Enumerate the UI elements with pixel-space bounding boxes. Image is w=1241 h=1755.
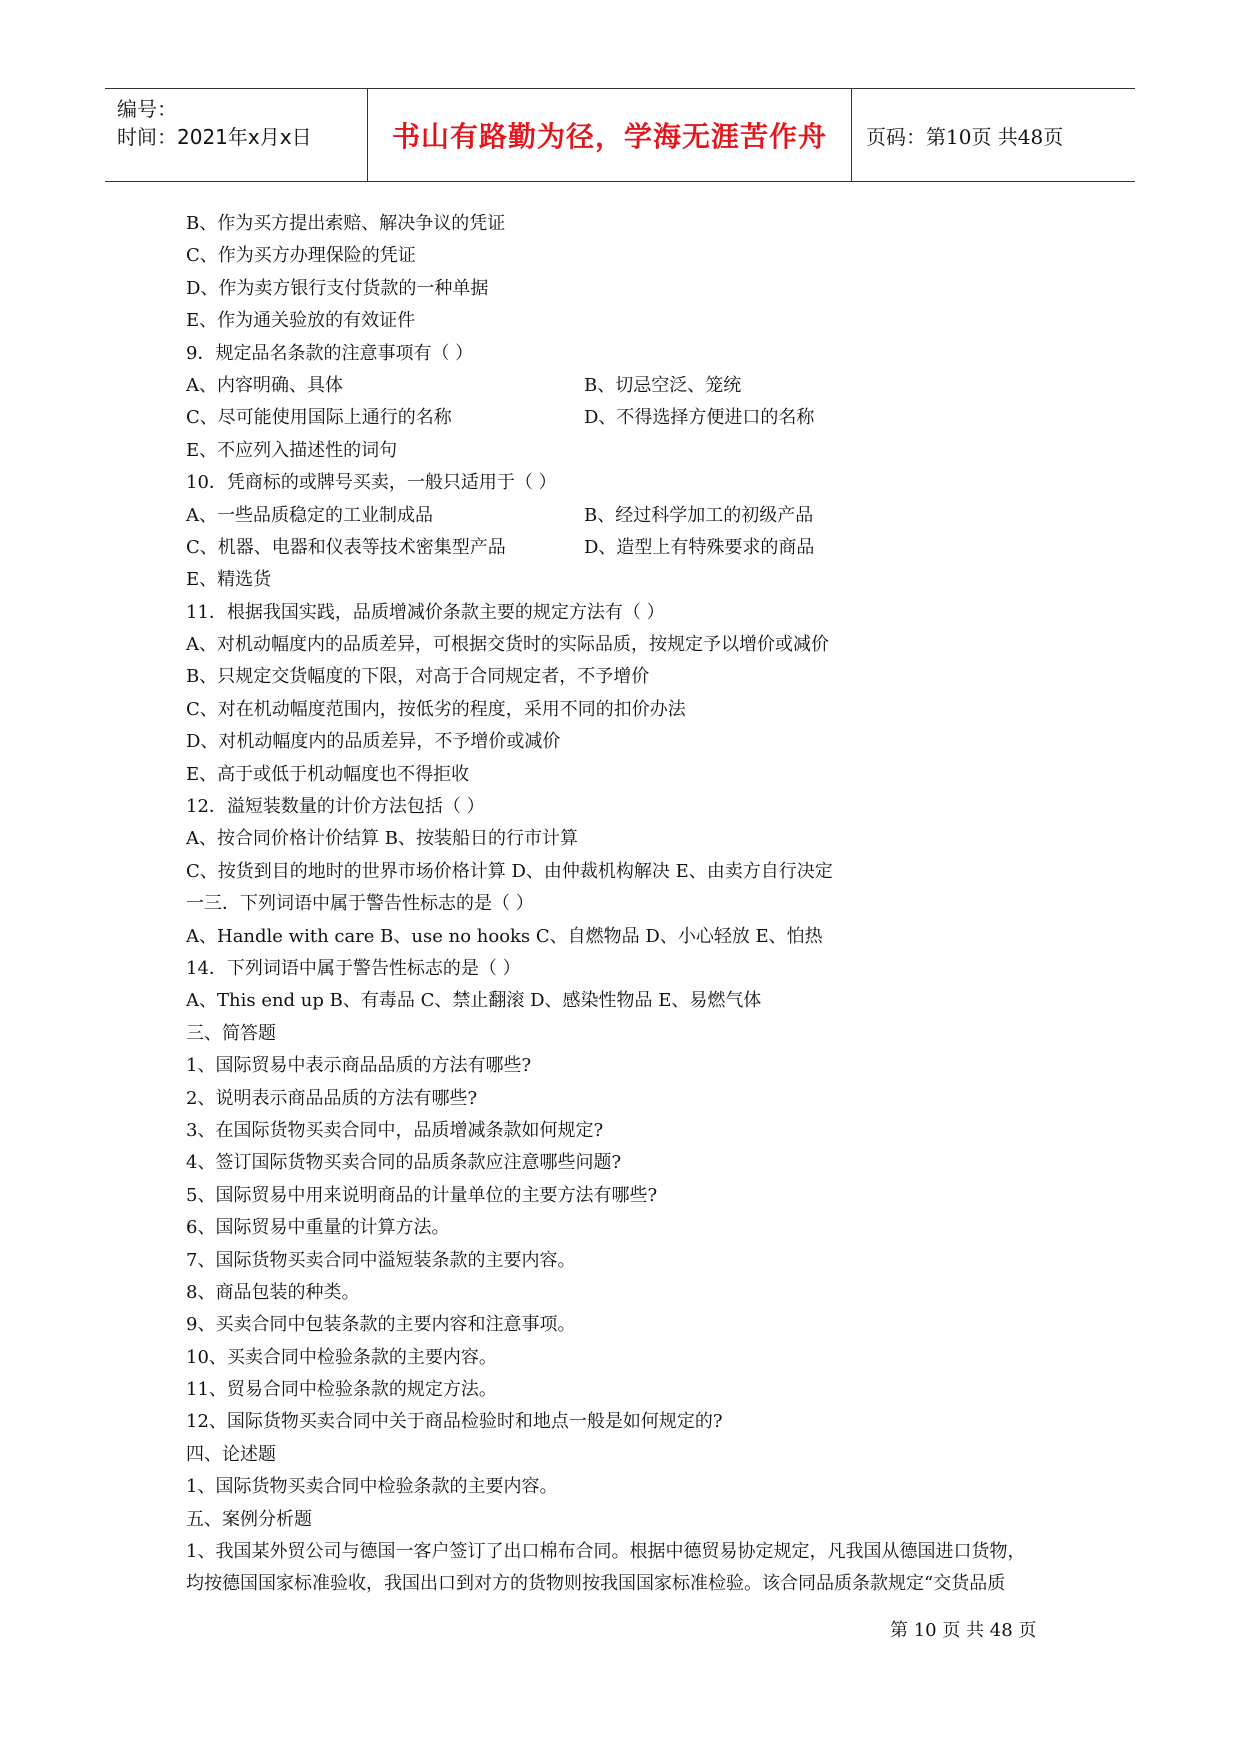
text-line: E、作为通关验放的有效证件	[186, 310, 416, 332]
text-line: C、按货到目的地时的世界市场价格计算 D、由仲裁机构解决 E、由卖方自行决定	[186, 860, 833, 882]
text-line: C、对在机动幅度范围内，按低劣的程度，采用不同的扣价办法	[186, 698, 686, 720]
text-line: 14．下列词语中属于警告性标志的是（ ）	[186, 957, 521, 979]
option-c: C、机器、电器和仪表等技术密集型产品	[186, 536, 506, 558]
option-a: A、一些品质稳定的工业制成品	[186, 504, 433, 526]
text-line: 9、买卖合同中包装条款的主要内容和注意事项。	[186, 1314, 576, 1336]
text-line: B、作为买方提出索赔、解决争议的凭证	[186, 213, 506, 234]
text-line: 4、签订国际货物买卖合同的品质条款应注意哪些问题?	[186, 1152, 622, 1174]
header-page-cell	[852, 89, 1135, 181]
motto-text: 书山有路勤为径，学海无涯苦作舟	[391, 120, 827, 153]
text-line: 1、我国某外贸公司与德国一客户签订了出口棉布合同。根据中德贸易协定规定，凡我国从德国进口货物，	[186, 1541, 1026, 1563]
section-heading: 三、简答题	[186, 1022, 276, 1044]
option-c: C、尽可能使用国际上通行的名称	[186, 407, 452, 429]
text-line: A、对机动幅度内的品质差异，可根据交货时的实际品质，按规定予以增价或减价	[186, 634, 829, 656]
option-b: B、经过科学加工的初级产品	[584, 504, 814, 526]
text-line: 12．溢短装数量的计价方法包括（ ）	[186, 796, 485, 818]
text-line: A、按合同价格计价结算 B、按装船日的行市计算	[186, 828, 578, 850]
text-line: D、对机动幅度内的品质差异，不予增价或减价	[186, 731, 561, 753]
text-line: 11、贸易合同中检验条款的规定方法。	[186, 1379, 497, 1401]
section-heading: 四、论述题	[186, 1443, 276, 1465]
text-line: 1、国际货物买卖合同中检验条款的主要内容。	[186, 1476, 558, 1498]
option-row	[186, 500, 1076, 532]
text-line: 8、商品包装的种类。	[186, 1281, 360, 1303]
text-line: 11．根据我国实践，品质增减价条款主要的规定方法有（ ）	[186, 601, 665, 623]
text-line: 3、在国际货物买卖合同中，品质增减条款如何规定?	[186, 1119, 604, 1141]
question-10: 10．凭商标的或牌号买卖，一般只适用于（ ）	[186, 472, 557, 494]
text-line: C、作为买方办理保险的凭证	[186, 245, 416, 267]
document-body	[186, 208, 1076, 1601]
text-line: E、高于或低于机动幅度也不得拒收	[186, 763, 470, 785]
option-b: B、切忌空泛、笼统	[584, 374, 742, 396]
text-line: A、Handle with care B、use no hooks C、自燃物品 D、小心轻放 E、怕热	[186, 925, 823, 947]
text-line: 1、国际贸易中表示商品品质的方法有哪些?	[186, 1055, 532, 1077]
page-footer: 第 10 页 共 48 页	[890, 1620, 1037, 1641]
header-left-cell	[105, 89, 368, 181]
text-line: B、只规定交货幅度的下限，对高于合同规定者，不予增价	[186, 666, 650, 688]
text-line: 均按德国国家标准验收，我国出口到对方的货物则按我国国家标准检验。该合同品质条款规定“交货品质	[186, 1573, 1006, 1595]
document-time-label: 时间：2021年x月x日	[117, 125, 312, 149]
document-number-label: 编号：	[117, 97, 177, 121]
text-line: A、This end up B、有毒品 C、禁止翻滚 D、感染性物品 E、易燃气体	[186, 990, 762, 1012]
text-line: 一三．下列词语中属于警告性标志的是（ ）	[186, 893, 534, 915]
option-a: A、内容明确、具体	[186, 374, 343, 396]
option-row	[186, 402, 1076, 434]
text-line: 7、国际货物买卖合同中溢短装条款的主要内容。	[186, 1249, 576, 1271]
option-e: E、精选货	[186, 569, 272, 591]
text-line: D、作为卖方银行支付货款的一种单据	[186, 277, 489, 299]
option-row	[186, 532, 1076, 564]
option-row	[186, 370, 1076, 402]
text-line: 2、说明表示商品品质的方法有哪些?	[186, 1087, 478, 1109]
text-line: 6、国际贸易中重量的计算方法。	[186, 1217, 450, 1239]
text-line: 12、国际货物买卖合同中关于商品检验时和地点一般是如何规定的?	[186, 1411, 723, 1433]
text-line: 5、国际贸易中用来说明商品的计量单位的主要方法有哪些?	[186, 1184, 658, 1206]
section-heading: 五、案例分析题	[186, 1508, 312, 1530]
question-9: 9．规定品名条款的注意事项有（ ）	[186, 342, 474, 364]
option-d: D、不得选择方便进口的名称	[584, 407, 815, 429]
option-e: E、不应列入描述性的词句	[186, 439, 398, 461]
header-page-info: 页码：第10页 共48页	[866, 124, 1064, 149]
option-d: D、造型上有特殊要求的商品	[584, 536, 815, 558]
text-line: 10、买卖合同中检验条款的主要内容。	[186, 1346, 497, 1368]
page-header	[105, 88, 1135, 182]
header-motto-cell	[368, 89, 852, 181]
